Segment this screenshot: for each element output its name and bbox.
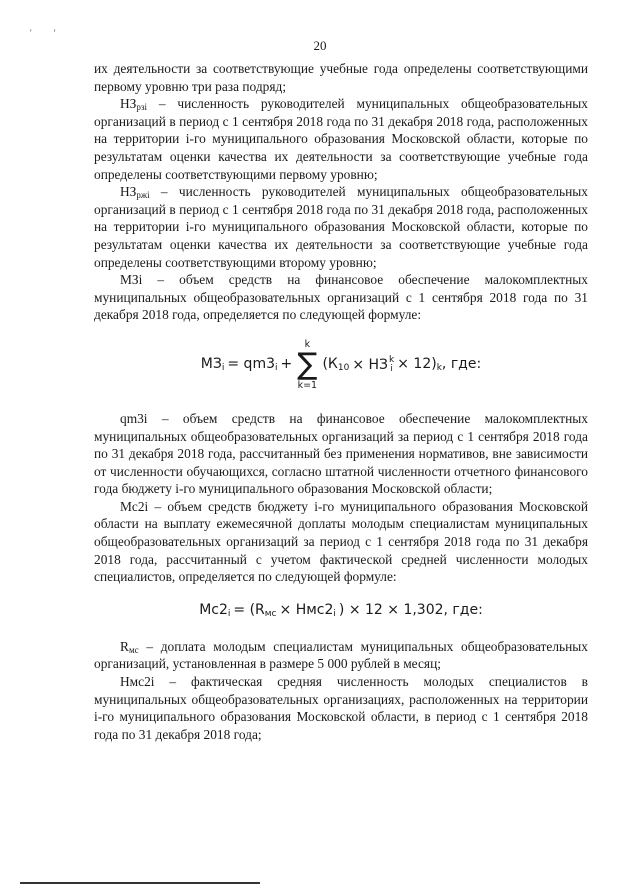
paragraph-4: МЗi – объем средств на финансовое обеспечение малокомплектных муниципальных общеобразовательных организаций с 1 сентября 2018 года по 31 декабря 2018 года, определяется по следующей формуле: — [94, 272, 588, 323]
var-nz-sub: ржi — [136, 190, 150, 201]
formula-mz — [94, 330, 588, 400]
formula2-n: × $Нмс2_i$ — [279, 602, 336, 620]
paragraph-5: qm3i – объем средств на финансовое обеспечение малокомплектных муниципальных общеобразовательных организаций за период с 1 сентября 2018 года по 31 декабря 2018 года, рассчитанный без применения нормативов, вне зависимости от численности обучающихся, согласно штатной численности отчетного финансового года бюджету i-го муниципального образования Московской области; — [94, 410, 588, 497]
scan-marks: ' ' — [30, 28, 66, 38]
var-nz: НЗ — [120, 96, 137, 112]
document-body — [94, 60, 588, 743]
formula2-lhs: $Мс2_i$ — [199, 602, 231, 620]
formula-tail: × $12)_k$, где: — [397, 356, 482, 374]
page-number: 20 — [313, 38, 327, 53]
var-nz-sub: рзi — [136, 102, 148, 113]
formula-eq: = $qm3_i$ — [227, 356, 278, 374]
paragraph-6: Мс2i – объем средств бюджету i-го муниципального образования Московской области на выплату ежемесячной доплаты молодым специалистам муниципальных общеобразовательных организаций за период с 1 сентября 2018 года по 31 декабря 2018 года, рассчитанный с учетом фактической средней численности молодых специалистов, определяется по следующей формуле: — [94, 498, 588, 585]
formula-times-nz: × НЗ k i — [352, 354, 395, 374]
paragraph-8: Нмс2i – фактическая средняя численность молодых специалистов в муниципальных общеобразовательных организациях, расположенных на территории i-го муниципального образования Московской области, в период с 1 сентября 2018 года по 31 декабря 2018 года; — [94, 674, 588, 742]
sigma-icon: ∑ — [297, 346, 318, 382]
paragraph-1: их деятельности за соответствующие учебные года определены соответствующими первому уровню три раза подряд; — [94, 61, 588, 94]
paragraph-2-text: – численность руководителей муниципальных общеобразовательных организаций в период с 1 сентября 2018 года по 31 декабря 2018 года, расположенных на территории i-го муниципального образования Московской области, которые по результатам оценки качества их деятельности за соответствующие учебные года определены соответствующими первому уровню; — [94, 96, 588, 182]
sum-lower-limit: k=1 — [297, 379, 318, 391]
var-nz: НЗ — [120, 184, 137, 200]
formula-body: ($К_{10}$ — [322, 356, 350, 374]
formula2-r: = ($R_{мс}$ — [233, 602, 277, 620]
sum-operator — [297, 339, 317, 391]
formula-lhs: $МЗ_i$ — [200, 356, 225, 374]
var-r: R — [120, 638, 129, 654]
paragraph-7 — [94, 638, 588, 673]
paragraph-3 — [94, 183, 588, 271]
var-r-sub: мс — [128, 644, 139, 655]
formula-mc2 — [94, 592, 588, 630]
paragraph-7-text: – доплата молодым специалистам муниципальных общеобразовательных организаций, установленная в размере 5 000 рублей в месяц; — [94, 638, 588, 672]
sum-upper-limit: k — [304, 338, 311, 350]
formula2-end: ) × 12 × 1,302, где: — [338, 602, 483, 619]
paragraph-2 — [94, 95, 588, 183]
bottom-divider — [20, 882, 260, 884]
paragraph-3-text: – численность руководителей муниципальных общеобразовательных организаций в период с 1 сентября 2018 года по 31 декабря 2018 года, расположенных на территории i-го муниципального образования Московской области, которые по результатам оценки качества их деятельности за соответствующие учебные года определены соответствующими второму уровню; — [94, 184, 588, 270]
formula-plus: + — [280, 356, 293, 373]
